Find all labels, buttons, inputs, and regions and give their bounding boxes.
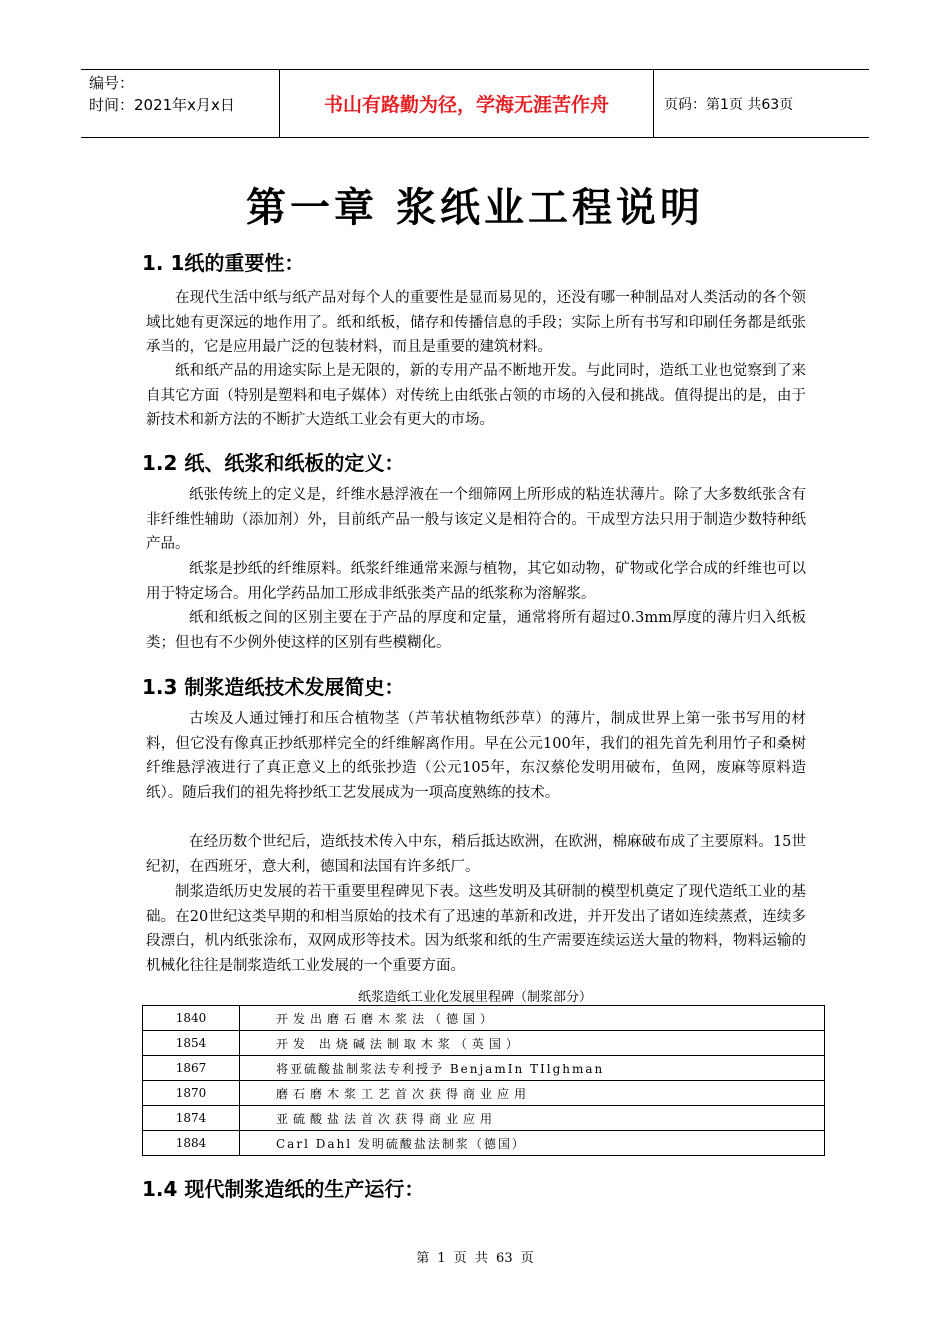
paragraph: 制浆造纸历史发展的若干重要里程碑见下表。这些发明及其研制的模型机奠定了现代造纸工业的基础。在20世纪这类早期的和相当原始的技术有了迅速的革新和改进，并开发出了诸如连续蒸煮，连续多段漂白，机内纸张涂布，双网成形等技术。因为纸浆和纸的生产需要连续运送大量的物料，物料运输的机械化往往是制浆造纸工业发展的一个重要方面。 [146, 884, 806, 974]
paragraph: 古埃及人通过锤打和压合植物茎（芦苇状植物纸莎草）的薄片，制成世界上第一张书写用的材料，但它没有像真正抄纸那样完全的纤维解离作用。早在公元100年，我们的祖先首先利用竹子和桑树纤维悬浮液进行了真正意义上的纸张抄造（公元105年，东汉蔡伦发明用破布，鱼网，废麻等原料造纸）。随后我们的祖先将抄纸工艺发展成为一项高度熟练的技术。 [146, 711, 806, 801]
table-row [143, 1081, 825, 1106]
event-cell: 磨石磨木浆工艺首次获得商业应用 [240, 1081, 825, 1106]
paragraph: 纸和纸板之间的区别主要在于产品的厚度和定量，通常将所有超过0.3mm厚度的薄片归入纸板类；但也有不少例外使这样的区别有些模糊化。 [146, 610, 806, 651]
event-cell: Carl Dahl 发明硫酸盐法制浆（德国） [240, 1131, 825, 1156]
table-row [143, 1106, 825, 1131]
paragraph: 纸浆是抄纸的纤维原料。纸浆纤维通常来源与植物，其它如动物，矿物或化学合成的纤维也可以用于特定场合。用化学药品加工形成非纸张类产品的纸浆称为溶解浆。 [146, 561, 806, 602]
year-cell: 1884 [143, 1131, 240, 1156]
year-cell: 1867 [143, 1056, 240, 1081]
section-heading-1-3: 1.3 制浆造纸技术发展简史： [142, 675, 405, 699]
event-cell: 开发出磨石磨木浆法（德国） [240, 1006, 825, 1031]
year-cell: 1854 [143, 1031, 240, 1056]
header-meta-cell [81, 70, 280, 137]
milestone-table [142, 1005, 825, 1156]
header-table [81, 69, 869, 138]
year-cell: 1870 [143, 1081, 240, 1106]
table-row [143, 1006, 825, 1031]
event-cell: 亚硫酸盐法首次获得商业应用 [240, 1106, 825, 1131]
motto: 书山有路勤为径，学海无涯苦作舟 [280, 70, 654, 137]
table-row [143, 1056, 825, 1081]
event-cell: 将亚硫酸盐制浆法专利授予 BenjamIn TIlghman [240, 1056, 825, 1081]
table-row [143, 1031, 825, 1056]
number-label: 编号： [89, 74, 135, 92]
date-label: 时间：2021年x月x日 [89, 96, 235, 114]
year-cell: 1840 [143, 1006, 240, 1031]
chapter-title: 第一章 浆纸业工程说明 [246, 185, 704, 231]
page-footer: 第 1 页 共 63 页 [416, 1251, 534, 1266]
section-heading-1-1: 1. 1纸的重要性： [142, 251, 305, 275]
section-heading-1-4: 1.4 现代制浆造纸的生产运行： [142, 1177, 425, 1201]
year-cell: 1874 [143, 1106, 240, 1131]
paragraph: 纸和纸产品的用途实际上是无限的，新的专用产品不断地开发。与此同时，造纸工业也觉察到了来自其它方面（特别是塑料和电子媒体）对传统上由纸张占领的市场的入侵和挑战。值得提出的是，由于新技术和新方法的不断扩大造纸工业会有更大的市场。 [146, 363, 806, 428]
table-caption: 纸浆造纸工业化发展里程碑（制浆部分） [357, 990, 592, 1005]
table-row [143, 1131, 825, 1156]
page-label: 页码：第1页 共63页 [664, 96, 794, 113]
paragraph: 在现代生活中纸与纸产品对每个人的重要性是显而易见的，还没有哪一种制品对人类活动的各个领域比她有更深远的地作用了。纸和纸板，储存和传播信息的手段；实际上所有书写和印刷任务都是纸张承当的，它是应用最广泛的包装材料，而且是重要的建筑材料。 [146, 290, 806, 355]
paragraph: 在经历数个世纪后，造纸技术传入中东，稍后抵达欧洲，在欧洲，棉麻破布成了主要原料。15世纪初，在西班牙，意大利，德国和法国有许多纸厂。 [146, 834, 806, 875]
section-heading-1-2: 1.2 纸、纸浆和纸板的定义： [142, 451, 405, 475]
event-cell: 开发 出烧碱法制取木浆（英国） [240, 1031, 825, 1056]
paragraph: 纸张传统上的定义是，纤维水悬浮液在一个细筛网上所形成的粘连状薄片。除了大多数纸张含有非纤维性辅助（添加剂）外，目前纸产品一般与该定义是相符合的。干成型方法只用于制造少数特种纸产品。 [146, 487, 806, 552]
